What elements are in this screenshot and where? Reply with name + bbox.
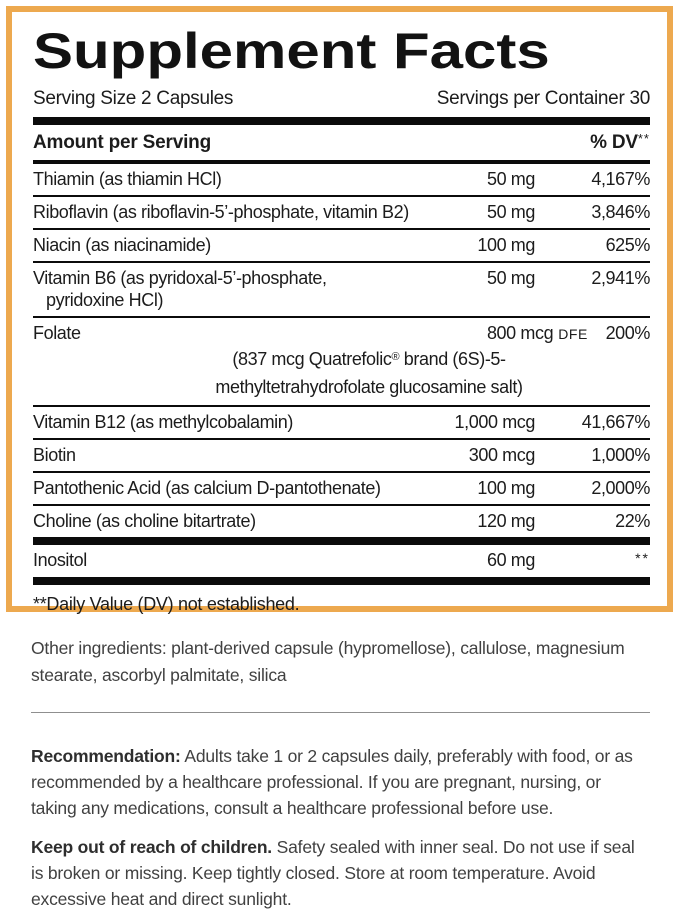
thick-divider-bar (33, 577, 650, 585)
nutrient-name: Inositol (33, 550, 87, 570)
nutrient-dv: 3,846% (591, 202, 650, 222)
nutrient-row-biotin (33, 440, 650, 471)
nutrient-dv: 2,941% (591, 268, 650, 288)
dv-footnote: **Daily Value (DV) not established. (33, 594, 300, 614)
nutrient-amount: 50 mg (486, 169, 535, 189)
nutrient-name: Riboflavin (as riboflavin-5’-phosphate, vitamin B2) (33, 202, 409, 222)
nutrient-dv: 625% (605, 235, 650, 255)
nutrient-row-pantothenic-acid (33, 473, 650, 504)
nutrient-dv: 2,000% (591, 478, 650, 498)
nutrient-name: Niacin (as niacinamide) (33, 235, 211, 255)
nutrient-amount: 60 mg (486, 550, 535, 570)
nutrient-row-riboflavin (33, 197, 650, 228)
nutrient-amount: 800 mcg DFE (486, 323, 588, 343)
nutrient-name: Pantothenic Acid (as calcium D-pantothenate) (33, 478, 381, 498)
nutrient-dv (535, 549, 650, 572)
lower-text-section (0, 635, 679, 912)
nutrient-amount: 300 mcg (468, 445, 535, 465)
serving-info-row (33, 88, 650, 110)
storage-warning-text: Keep out of reach of children. Safety sealed with inner seal. Do not use if seal is broken or missing. Keep tightly closed. Store at room temperature. Avoid excessive heat and direct sunlight. (31, 837, 635, 909)
nutrient-amount: 1,000 mcg (454, 412, 535, 432)
nutrient-dv: 41,667% (581, 412, 650, 432)
nutrient-name: Biotin (33, 445, 76, 465)
serving-size: Serving Size 2 Capsules (33, 88, 234, 109)
percent-dv-header: % DV** (590, 131, 650, 153)
table-header-row (33, 125, 650, 160)
caution-label: Keep out of reach of children. (31, 837, 272, 857)
nutrient-name: Folate (33, 323, 81, 343)
nutrient-dv: 200% (605, 323, 650, 343)
nutrient-name-line2: pyridoxine HCl) (46, 290, 164, 310)
dv-header-asterisks: ** (637, 131, 650, 146)
nutrient-row-choline (33, 506, 650, 537)
nutrient-amount: 120 mg (477, 511, 535, 531)
nutrient-amount: 100 mg (477, 478, 535, 498)
other-ingredients-text: Other ingredients: plant-derived capsule (hypromellose), callulose, magnesium stearate, ascorbyl palmitate, silica (31, 638, 625, 685)
panel-title: Supplement Facts (33, 23, 550, 79)
nutrient-row-inositol (33, 545, 650, 577)
nutrient-name: Vitamin B12 (as methylcobalamin) (33, 412, 293, 432)
amount-per-serving-header: Amount per Serving (33, 132, 211, 153)
nutrient-row-niacin (33, 230, 650, 261)
nutrient-dv: 22% (615, 511, 650, 531)
servings-per-container: Servings per Container 30 (436, 88, 650, 109)
nutrient-dv: 4,167% (591, 169, 650, 189)
thick-divider-bar (33, 117, 650, 125)
folate-source-detail: (837 mcg Quatrefolic® brand (6S)-5- methyltetrahydrofolate glucosamine salt) (215, 349, 523, 397)
nutrient-dv: 1,000% (591, 445, 650, 465)
nutrient-name: Choline (as choline bitartrate) (33, 511, 256, 531)
nutrient-name: Vitamin B6 (as pyridoxal-5’-phosphate, pyridoxine HCl) (33, 267, 487, 311)
thick-divider-bar (33, 537, 650, 545)
recommendation-label: Recommendation: (31, 746, 181, 766)
nutrient-row-vitamin-b6 (33, 263, 650, 316)
registered-trademark-symbol: ® (391, 351, 400, 363)
dfe-unit-suffix: DFE (558, 326, 588, 342)
nutrient-amount: 50 mg (486, 268, 535, 288)
section-divider (31, 712, 650, 713)
nutrient-row-thiamin (33, 164, 650, 195)
nutrient-row-folate (33, 318, 650, 405)
nutrient-row-vitamin-b12 (33, 407, 650, 438)
nutrient-name: Thiamin (as thiamin HCl) (33, 169, 222, 189)
recommendation-text: Recommendation: Adults take 1 or 2 capsules daily, preferably with food, or as recommended by a healthcare professional. If you are pregnant, nursing, or taking any medications, consult a healthcare professional before use. (31, 746, 633, 818)
not-established-asterisks: ** (635, 550, 650, 566)
nutrient-amount: 100 mg (477, 235, 535, 255)
nutrient-amount: 50 mg (486, 202, 535, 222)
supplement-facts-panel (6, 6, 673, 612)
